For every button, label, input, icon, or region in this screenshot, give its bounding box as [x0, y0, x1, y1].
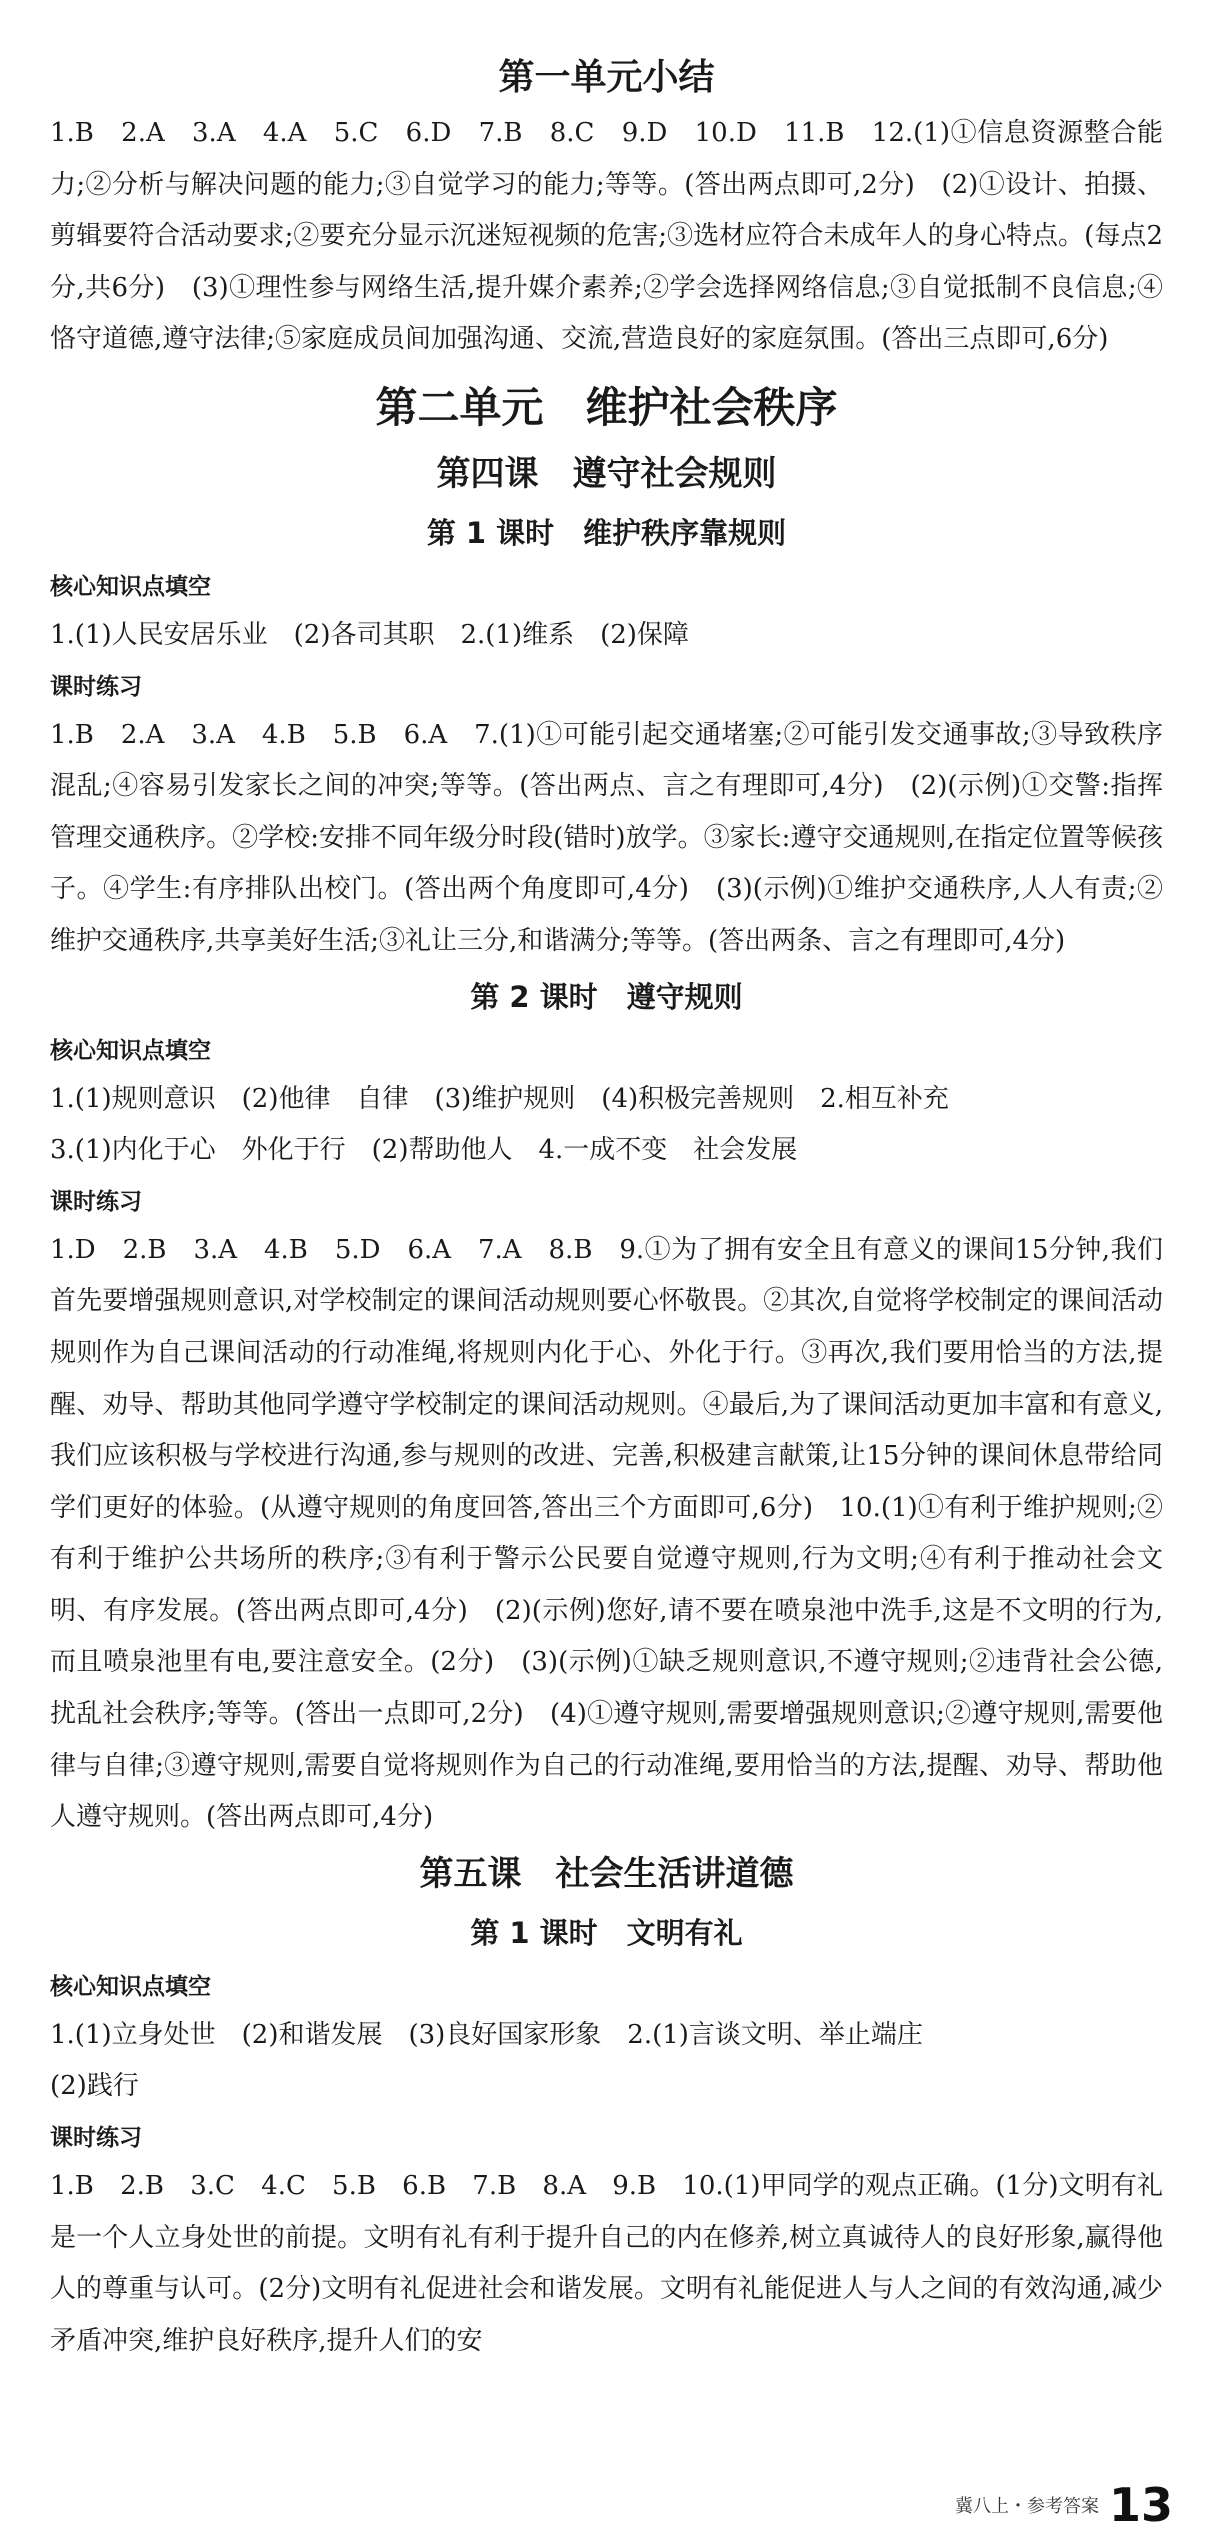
practice-label: 课时练习	[50, 673, 142, 700]
core-knowledge-answers: 1.(1)人民安居乐业 (2)各司其职 2.(1)维系 (2)保障	[50, 619, 689, 650]
lesson5-period1-title: 第 1 课时 文明有礼	[470, 1915, 743, 1950]
core-knowledge-label: 核心知识点填空	[50, 573, 211, 600]
unit1-answers: 1.B 2.A 3.A 4.A 5.C 6.D 7.B 8.C 9.D 10.D 11.B 12.(1)①信息资源整合能力;②分析与解决问题的能力;③自觉学习的能力;等等。(答出两点即可,2分) (2)①设计、拍摄、剪辑要符合活动要求;②要充分显示沉迷短视频的危害;③选材应符合未成年人的身心特点。(每点2分,共6分) (3)①理性参与网络生活,提升媒介素养;②学会选择网络信息;③自觉抵制不良信息;④恪守道德,遵守法律;⑤家庭成员间加强沟通、交流,营造良好的家庭氛围。(答出三点即可,6分)	[50, 118, 1163, 355]
core-knowledge-answers-line2: (2)践行	[50, 2071, 139, 2102]
lesson4-period2-title: 第 2 课时 遵守规则	[470, 979, 743, 1014]
page-footer	[955, 2478, 1173, 2532]
practice-label: 课时练习	[50, 2125, 142, 2152]
practice-answers: 1.B 2.A 3.A 4.B 5.B 6.A 7.(1)①可能引起交通堵塞;②可能引发交通事故;③导致秩序混乱;④容易引发家长之间的冲突;等等。(答出两点、言之有理即可,4分) (2)(示例)①交警:指挥管理交通秩序。②学校:安排不同年级分时段(错时)放学。③家长:遵守交通规则,在指定位置等候孩子。④学生:有序排队出校门。(答出两个角度即可,4分) (3)(示例)①维护交通秩序,人人有责;②维护交通秩序,共享美好生活;③礼让三分,和谐满分;等等。(答出两条、言之有理即可,4分)	[50, 719, 1163, 956]
lesson4-period1-title: 第 1 课时 维护秩序靠规则	[426, 515, 787, 550]
page-content	[50, 48, 1163, 2367]
unit1-summary-title: 第一单元小结	[498, 57, 715, 98]
practice-answers: 1.D 2.B 3.A 4.B 5.D 6.A 7.A 8.B 9.①为了拥有安全且有意义的课间15分钟,我们首先要增强规则意识,对学校制定的课间活动规则要心怀敬畏。②其次,自觉将学校制定的课间活动规则作为自己课间活动的行动准绳,将规则内化于心、外化于行。③再次,我们要用恰当的方法,提醒、劝导、帮助其他同学遵守学校制定的课间活动规则。④最后,为了课间活动更加丰富和有意义,我们应该积极与学校进行沟通,参与规则的改进、完善,积极建言献策,让15分钟的课间休息带给同学们更好的体验。(从遵守规则的角度回答,答出三个方面即可,6分) 10.(1)①有利于维护规则;②有利于维护公共场所的秩序;③有利于警示公民要自觉遵守规则,行为文明;④有利于推动社会文明、有序发展。(答出两点即可,4分) (2)(示例)您好,请不要在喷泉池中洗手,这是不文明的行为,而且喷泉池里有电,要注意安全。(2分) (3)(示例)①缺乏规则意识,不遵守规则;②违背社会公德,扰乱社会秩序;等等。(答出一点即可,2分) (4)①遵守规则,需要增强规则意识;②遵守规则,需要他律与自律;③遵守规则,需要自觉将规则作为自己的行动准绳,要用恰当的方法,提醒、劝导、帮助他人遵守规则。(答出两点即可,4分)	[50, 1234, 1163, 1833]
core-knowledge-label: 核心知识点填空	[50, 1973, 211, 2000]
unit2-title: 第二单元 维护社会秩序	[375, 382, 838, 432]
core-knowledge-answers-line2: 3.(1)内化于心 外化于行 (2)帮助他人 4.一成不变 社会发展	[50, 1135, 798, 1166]
core-knowledge-answers-line1: 1.(1)立身处世 (2)和谐发展 (3)良好国家形象 2.(1)言谈文明、举止端庄	[50, 2019, 923, 2050]
practice-label: 课时练习	[50, 1188, 142, 1215]
lesson5-title: 第五课 社会生活讲道德	[419, 1853, 794, 1894]
practice-answers: 1.B 2.B 3.C 4.C 5.B 6.B 7.B 8.A 9.B 10.(1)甲同学的观点正确。(1分)文明有礼是一个人立身处世的前提。文明有礼有利于提升自己的内在修养,树立真诚待人的良好形象,赢得他人的尊重与认可。(2分)文明有礼促进社会和谐发展。文明有礼能促进人与人之间的有效沟通,减少矛盾冲突,维护良好秩序,提升人们的安	[50, 2171, 1163, 2356]
core-knowledge-answers-line1: 1.(1)规则意识 (2)他律 自律 (3)维护规则 (4)积极完善规则 2.相互补充	[50, 1083, 949, 1114]
core-knowledge-label: 核心知识点填空	[50, 1037, 211, 1064]
footer-book-label: 冀八上・参考答案	[954, 2496, 1099, 2517]
lesson4-title: 第四课 遵守社会规则	[436, 453, 777, 494]
page-number: 13	[1108, 2478, 1173, 2532]
